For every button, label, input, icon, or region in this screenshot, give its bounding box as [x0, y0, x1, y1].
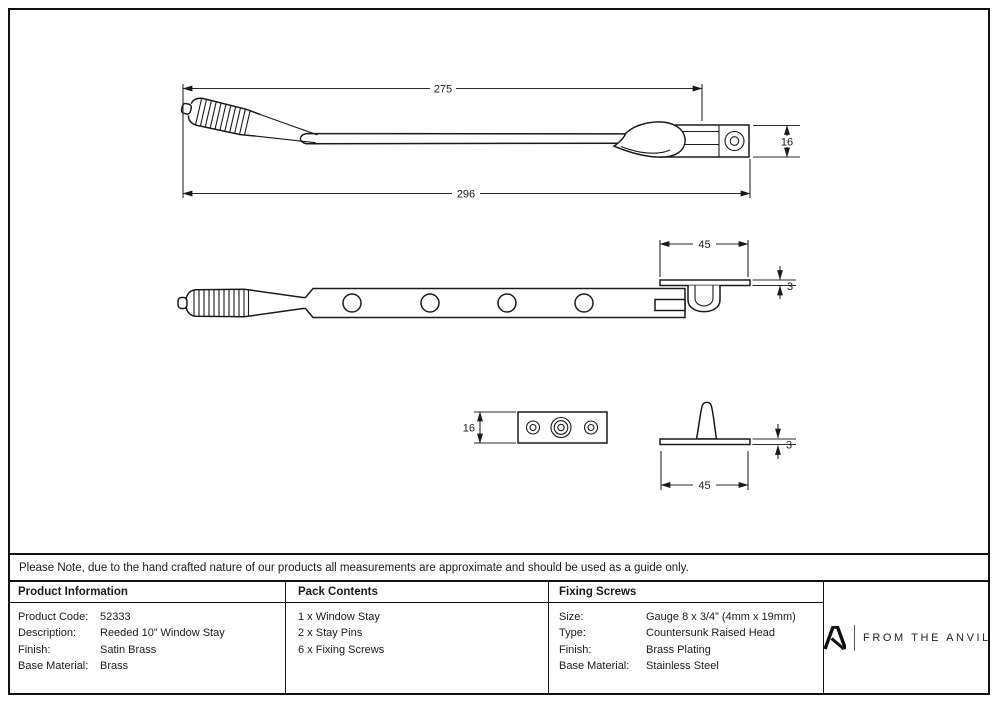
- list-item: 6 x Fixing Screws: [298, 643, 385, 656]
- technical-drawing: [10, 10, 988, 551]
- dimension-45-pin: [661, 480, 748, 492]
- stay-plan-view: [178, 280, 750, 318]
- row-value: Gauge 8 x 3/4” (4mm x 19mm): [646, 611, 796, 623]
- dimension-275: [183, 84, 702, 96]
- reeded-handle-plan: [178, 289, 252, 316]
- stay-arm-side: [300, 134, 642, 144]
- dimension-3-plan: [780, 266, 793, 299]
- brand-name: FROM THE ANVIL: [863, 631, 991, 644]
- dimension-296: [183, 189, 750, 201]
- row-label: Type:: [559, 627, 586, 640]
- table-row: [18, 642, 279, 658]
- table-row: [559, 642, 817, 658]
- svg-text:275: 275: [433, 83, 453, 96]
- list-item: 2 x Stay Pins: [298, 627, 363, 640]
- svg-text:3: 3: [787, 281, 794, 293]
- stay-pin-view: [660, 402, 750, 444]
- fixing-screws-body: [549, 603, 823, 693]
- row-label: Finish:: [18, 643, 51, 656]
- row-value: Reeded 10” Window Stay: [100, 627, 225, 640]
- row-value: Stainless Steel: [646, 660, 719, 673]
- product-information-header: Product Information: [10, 582, 285, 603]
- note-text: Please Note, due to the hand crafted nature of our products all measurements are approximate and should be used as a guide only.: [19, 561, 689, 574]
- keep-plate-view: [518, 412, 607, 443]
- product-information-column: [10, 582, 285, 693]
- table-row: [18, 625, 279, 641]
- stay-side-view: [179, 94, 749, 157]
- row-label: Size:: [559, 611, 584, 623]
- dimension-45-plan: [660, 239, 748, 251]
- brand-cell: [823, 582, 991, 693]
- row-value: 52333: [100, 611, 131, 623]
- row-label: Base Material:: [559, 660, 630, 673]
- stay-eye-end: [614, 122, 685, 157]
- row-value: Brass Plating: [646, 643, 711, 656]
- svg-text:45: 45: [698, 480, 711, 492]
- row-label: Product Code:: [18, 611, 89, 623]
- dimension-16-keep: [463, 412, 480, 443]
- table-row: [18, 609, 279, 625]
- table-row: [559, 609, 817, 625]
- from-the-anvil-logo: [824, 625, 991, 651]
- table-row: [559, 625, 817, 641]
- fixing-screws-header: Fixing Screws: [549, 582, 823, 603]
- row-value: Satin Brass: [100, 643, 157, 656]
- reeded-handle-side: [179, 94, 320, 152]
- dimension-3-pin: [778, 424, 792, 459]
- svg-text:16: 16: [462, 422, 475, 435]
- stay-bar-plan: [252, 289, 685, 318]
- svg-text:45: 45: [698, 239, 711, 251]
- svg-text:296: 296: [456, 188, 476, 201]
- spec-table: [10, 582, 991, 693]
- product-information-body: [10, 603, 285, 693]
- measurement-note: [10, 553, 988, 582]
- svg-text:16: 16: [780, 136, 794, 149]
- bar-slot: [655, 300, 685, 311]
- pack-contents-body: [286, 603, 548, 693]
- spec-sheet: [8, 8, 990, 695]
- pack-contents-header: Pack Contents: [286, 582, 548, 603]
- svg-text:3: 3: [786, 439, 793, 452]
- list-item: 1 x Window Stay: [298, 611, 380, 623]
- table-row: [559, 658, 817, 674]
- dimension-16-side: [781, 126, 793, 158]
- row-label: Base Material:: [18, 660, 89, 673]
- row-label: Description:: [18, 627, 77, 640]
- row-value: Brass: [100, 660, 129, 673]
- logo-divider: [854, 625, 855, 651]
- pack-contents-column: [285, 582, 548, 693]
- row-value: Countersunk Raised Head: [646, 627, 776, 640]
- fixing-screws-column: [548, 582, 823, 693]
- table-row: [18, 658, 279, 674]
- anvil-a-icon: [824, 626, 846, 650]
- row-label: Finish:: [559, 643, 592, 656]
